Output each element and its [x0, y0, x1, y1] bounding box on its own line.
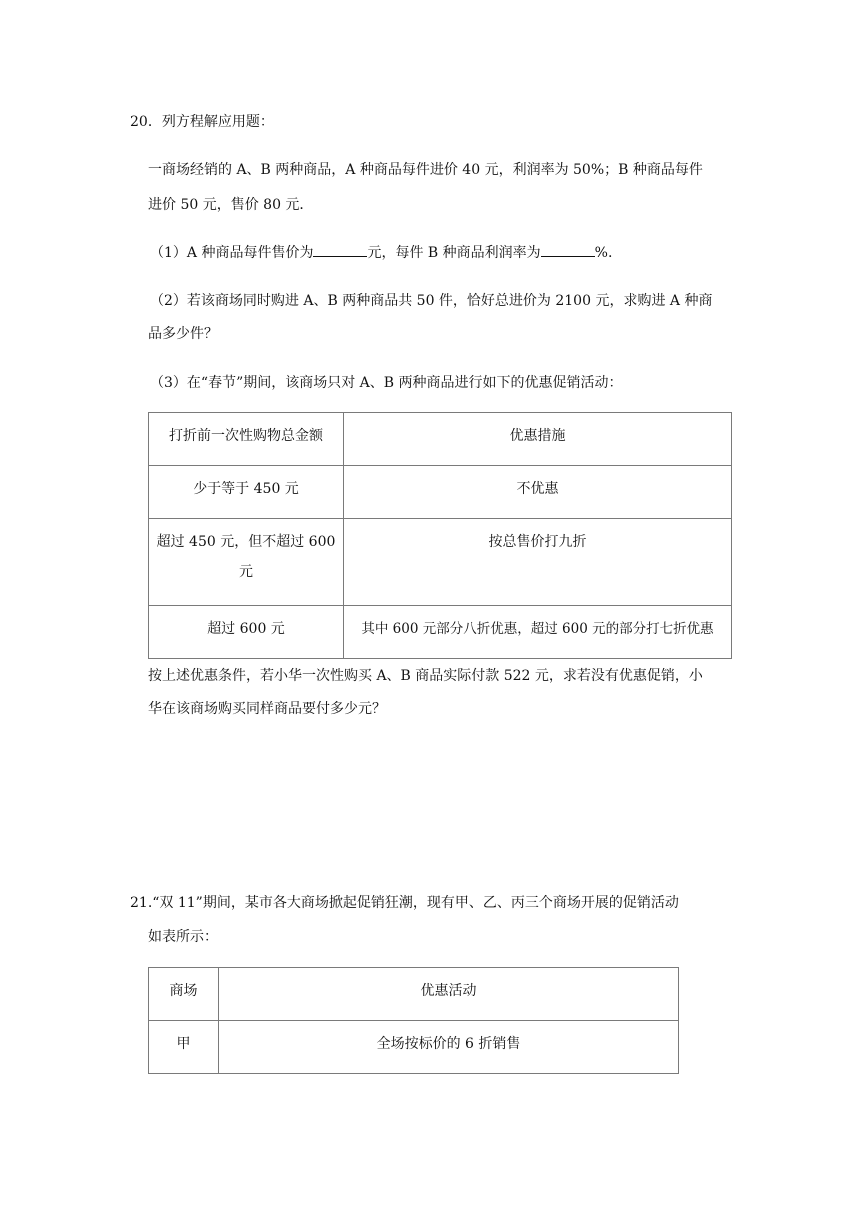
table-cell: 超过 450 元，但不超过 600 元 — [149, 519, 344, 606]
question-number: 20． — [130, 114, 162, 130]
part1-text-a: （1）A 种商品每件售价为 — [150, 245, 314, 261]
q20-part-2-line-1: （2）若该商场同时购进 A、B 两种商品共 50 件，恰好总进价为 2100 元，求购进 A 种商 — [150, 293, 713, 309]
part1-text-c: %. — [594, 245, 613, 261]
table-row — [149, 466, 732, 519]
table-row — [149, 606, 732, 659]
table-row — [149, 519, 732, 606]
table-cell: 超过 600 元 — [149, 606, 344, 659]
table-header-cell: 优惠活动 — [219, 968, 679, 1021]
table-header-row — [149, 968, 679, 1021]
part1-text-b: 元，每件 B 种商品利润率为 — [367, 245, 541, 261]
q20-intro-line-1: 一商场经销的 A、B 两种商品，A 种商品每件进价 40 元，利润率为 50%；B 种商品每件 — [148, 162, 703, 178]
table-row — [149, 1021, 679, 1074]
q21-intro-line-1: 21.“双 11”期间，某市各大商场掀起促销狂潮，现有甲、乙、丙三个商场开展的促销活动 — [130, 895, 679, 911]
answer-blank-profit-rate — [541, 242, 595, 257]
q21-intro-line-2: 如表所示： — [148, 929, 218, 945]
q20-part-1 — [150, 242, 612, 263]
table-header-cell: 优惠措施 — [344, 413, 732, 466]
table-cell: 按总售价打九折 — [344, 519, 732, 606]
question-20-title — [130, 112, 274, 132]
answer-blank-sale-price — [313, 242, 367, 257]
discount-table — [148, 412, 732, 659]
table-header-cell: 商场 — [149, 968, 219, 1021]
q20-part-3: （3）在“春节”期间，该商场只对 A、B 两种商品进行如下的优惠促销活动： — [150, 375, 623, 391]
table-cell: 全场按标价的 6 折销售 — [219, 1021, 679, 1074]
question-heading: 列方程解应用题： — [161, 114, 274, 130]
table-cell: 少于等于 450 元 — [149, 466, 344, 519]
q20-after-line-1: 按上述优惠条件，若小华一次性购买 A、B 商品实际付款 522 元，求若没有优惠促销，小 — [148, 668, 703, 684]
q20-after-line-2: 华在该商场购买同样商品要付多少元？ — [148, 701, 386, 717]
q20-part-2-line-2: 品多少件？ — [148, 326, 218, 342]
table-header-cell: 打折前一次性购物总金额 — [149, 413, 344, 466]
table-cell: 其中 600 元部分八折优惠，超过 600 元的部分打七折优惠 — [344, 606, 732, 659]
table-header-row — [149, 413, 732, 466]
table-cell: 不优惠 — [344, 466, 732, 519]
mall-promotion-table — [148, 967, 679, 1074]
q20-intro-line-2: 进价 50 元，售价 80 元． — [148, 197, 314, 213]
table-cell: 甲 — [149, 1021, 219, 1074]
